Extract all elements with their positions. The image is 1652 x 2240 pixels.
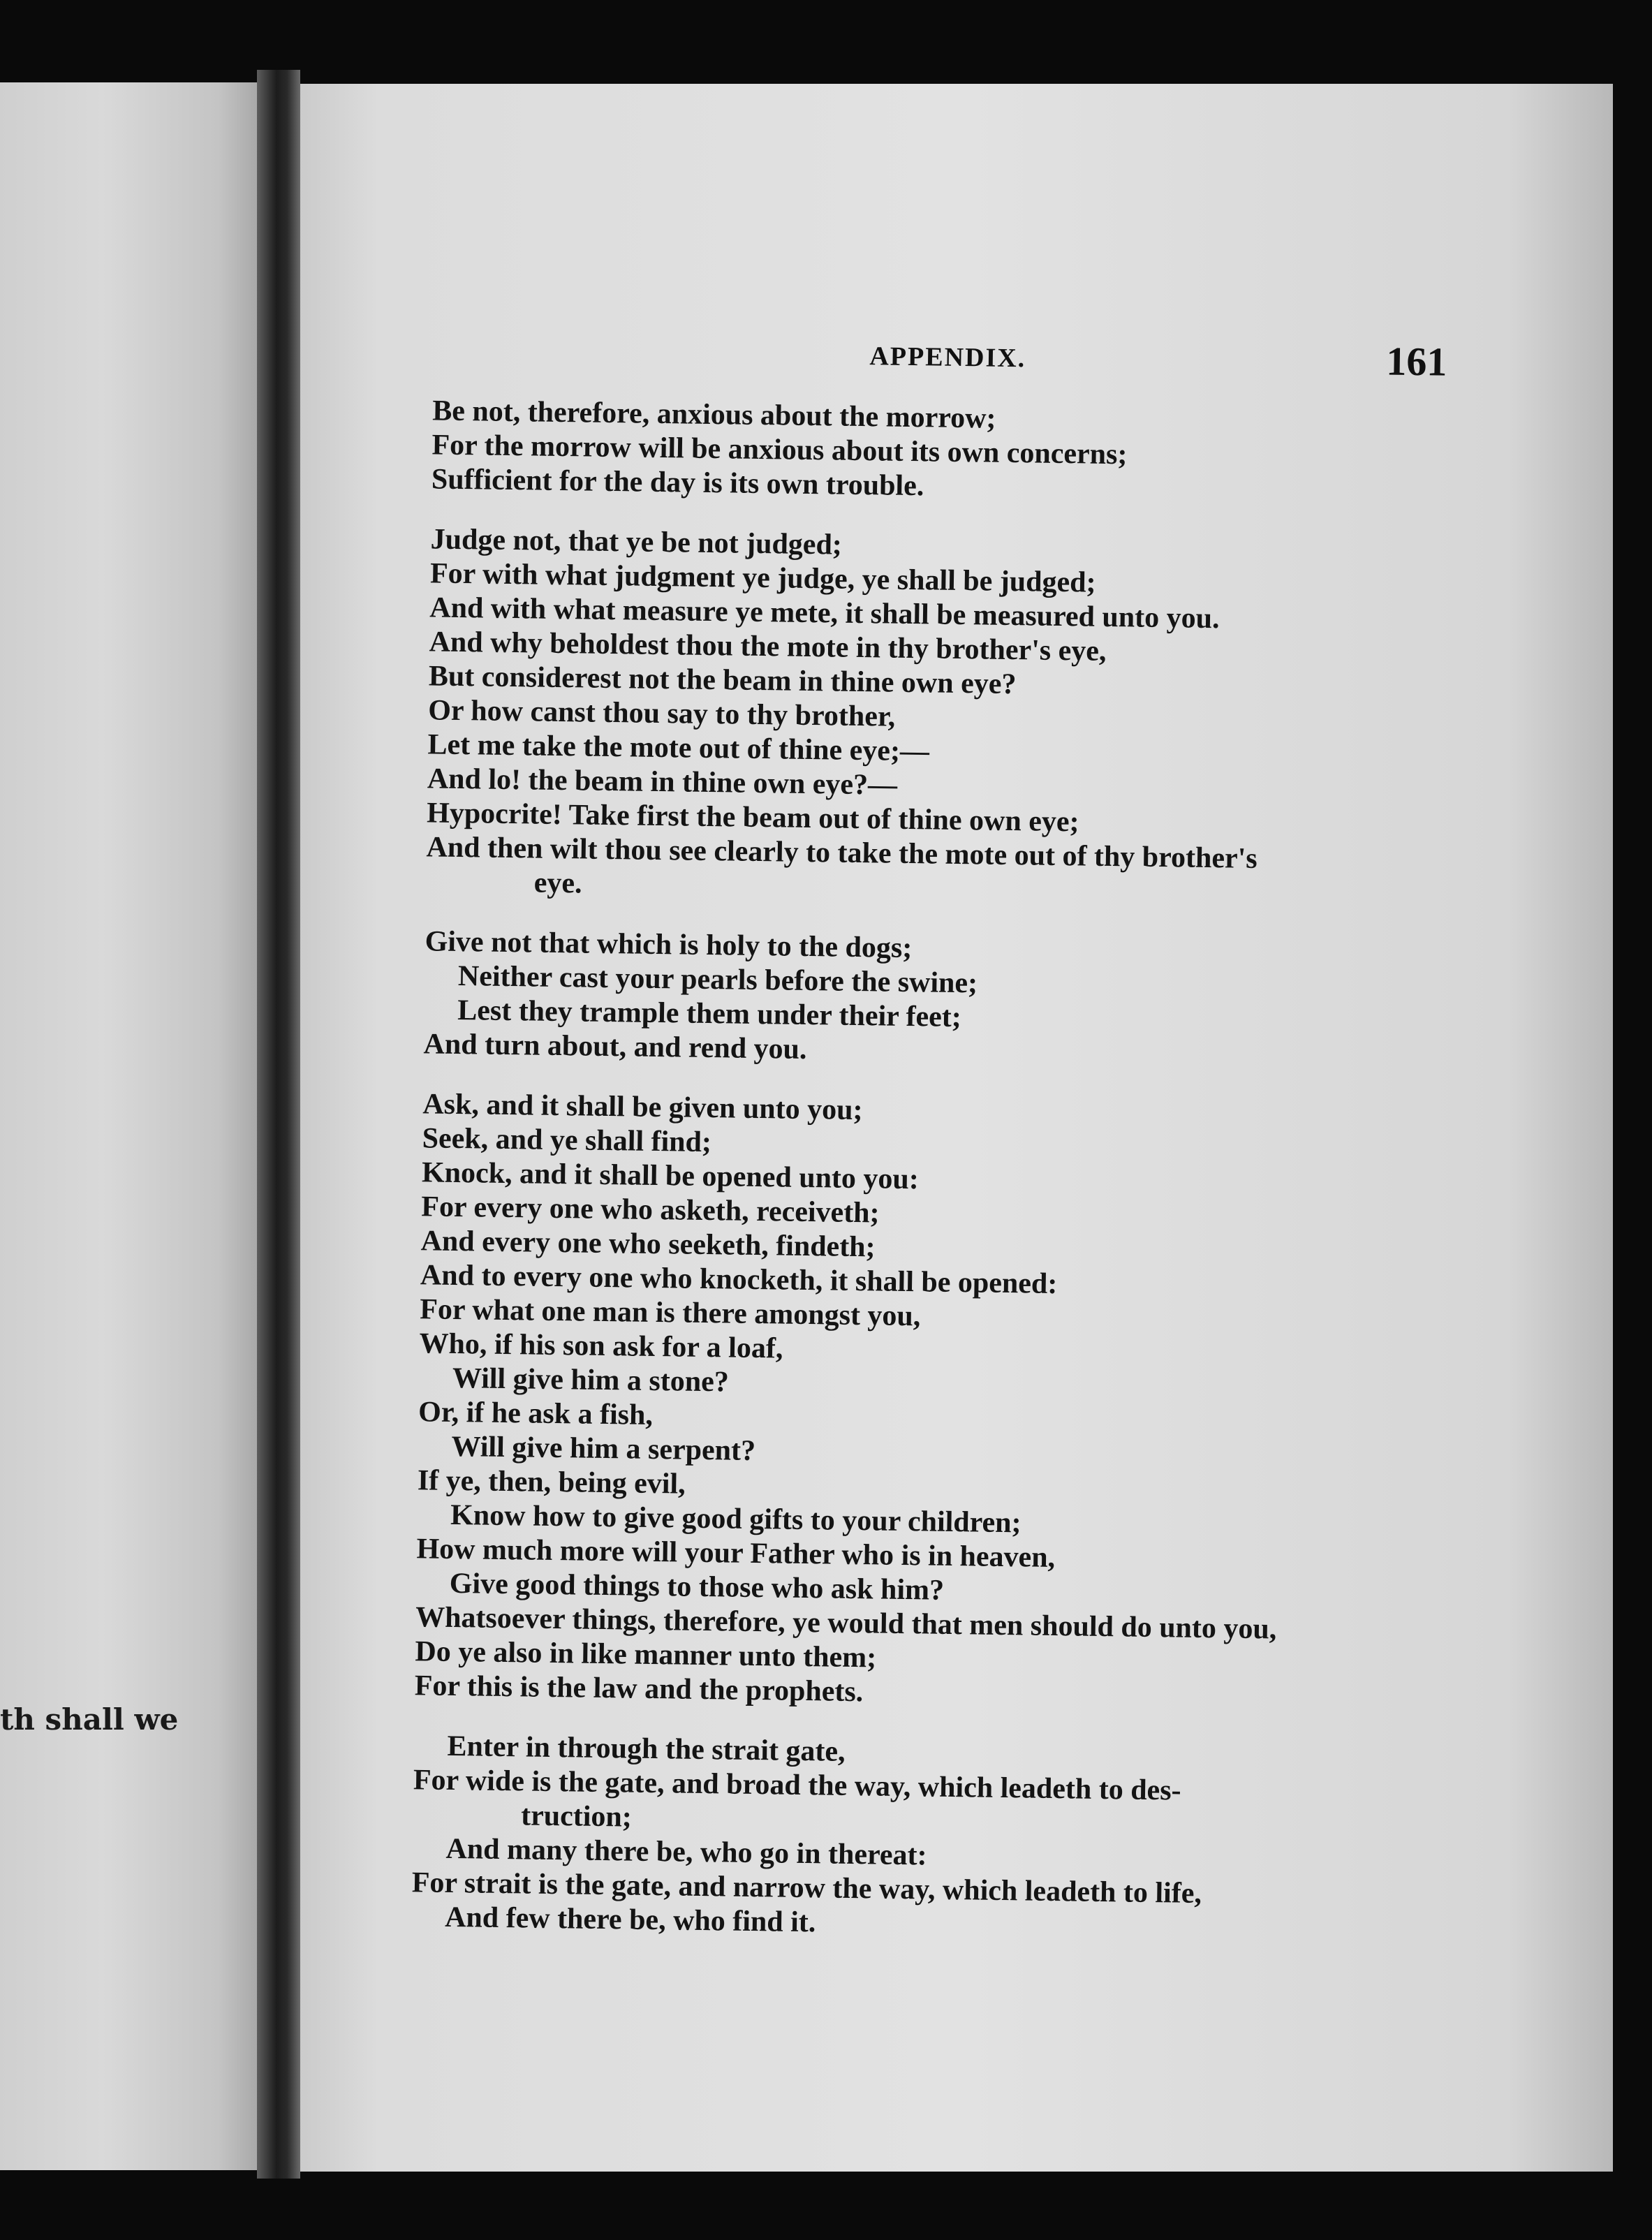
verse-line: But considerest not the beam in thine own eye?	[428, 660, 1017, 701]
verse-line: Neither cast your pearls before the swine;	[457, 960, 978, 1000]
verse-line: Give not that which is holy to the dogs;	[425, 925, 913, 965]
verse-line: And turn about, and rend you.	[423, 1028, 807, 1066]
verse-line: Do ye also in like manner unto them;	[415, 1635, 877, 1674]
stanza	[432, 394, 1424, 510]
verse-line: And lo! the beam in thine own eye?—	[427, 762, 898, 802]
verse-line: And with what measure ye mete, it shall be measured unto you.	[429, 591, 1220, 635]
verse-line: Be not, therefore, anxious about the morrow;	[432, 395, 996, 435]
verse-line: Know how to give good gifts to your children;	[450, 1498, 1022, 1540]
verse-line: Lest they trample them under their feet;	[457, 994, 962, 1034]
verse-line: Seek, and ye shall find;	[422, 1122, 712, 1159]
verse-line: Will give him a serpent?	[451, 1430, 756, 1468]
verse-line: Give good things to those who ask him?	[449, 1567, 945, 1607]
verse-line: For with what judgment ye judge, ye shall be judged;	[429, 557, 1096, 599]
verse-line: Ask, and it shall be given unto you;	[422, 1088, 863, 1127]
verse-line: And many there be, who go in thereat:	[445, 1832, 927, 1872]
verse-line: And then wilt thou see clearly to take the mote out of thy brother's	[426, 831, 1258, 875]
verse-line: How much more will your Father who is in heaven,	[416, 1533, 1056, 1575]
verse-line: Whatsoever things, therefore, ye would that men should do unto you,	[415, 1601, 1277, 1646]
verse-line: eye.	[533, 867, 582, 900]
verse-line: truction;	[520, 1799, 633, 1834]
stanza	[423, 924, 1417, 1075]
stanza	[426, 522, 1422, 913]
verse-line: And every one who seeketh, findeth;	[420, 1225, 876, 1264]
verse-line: Judge not, that ye be not judged;	[430, 523, 843, 561]
verse-line: Or, if he ask a fish,	[418, 1396, 654, 1431]
book-page	[300, 84, 1613, 2172]
verse-line: If ye, then, being evil,	[417, 1464, 686, 1501]
page-content	[286, 75, 1628, 2181]
running-head: APPENDIX.	[869, 341, 1026, 374]
stanza	[411, 1729, 1406, 1948]
verse-line: Enter in through the strait gate,	[447, 1730, 846, 1768]
verse-line: Or how canst thou say to thy brother,	[427, 694, 896, 733]
verse-line: And to every one who knocketh, it shall be opened:	[420, 1259, 1058, 1301]
verse-line: For wide is the gate, and broad the way, which leadeth to des-	[413, 1764, 1181, 1807]
verse-line: For the morrow will be anxious about its own concerns;	[432, 429, 1128, 471]
page-number: 161	[1385, 338, 1447, 385]
verse-line: For this is the law and the prophets.	[414, 1670, 864, 1709]
verse-line: And few there be, who find it.	[444, 1901, 816, 1939]
verse-line: Will give him a stone?	[452, 1362, 730, 1399]
verse-line: Sufficient for the day is its own trouble.	[431, 463, 924, 503]
verse-line: And why beholdest thou the mote in thy brother's eye,	[429, 626, 1107, 668]
verse-line: Who, if his son ask for a loaf,	[419, 1327, 783, 1365]
verse-text	[411, 394, 1424, 1974]
previous-page-edge	[0, 82, 257, 2170]
verse-line: Hypocrite! Take first the beam out of thine own eye;	[426, 797, 1079, 839]
verse-line: Let me take the mote out of thine eye;—	[427, 728, 930, 768]
verse-line: For strait is the gate, and narrow the way, which leadeth to life,	[411, 1866, 1202, 1910]
verse-line: For every one who asketh, receiveth;	[421, 1191, 880, 1230]
verse-line: Knock, and it shall be opened unto you:	[421, 1156, 920, 1196]
stanza	[414, 1087, 1414, 1717]
previous-page-text-fragment: th shall we	[0, 1702, 179, 1737]
verse-line: For what one man is there amongst you,	[419, 1293, 921, 1333]
